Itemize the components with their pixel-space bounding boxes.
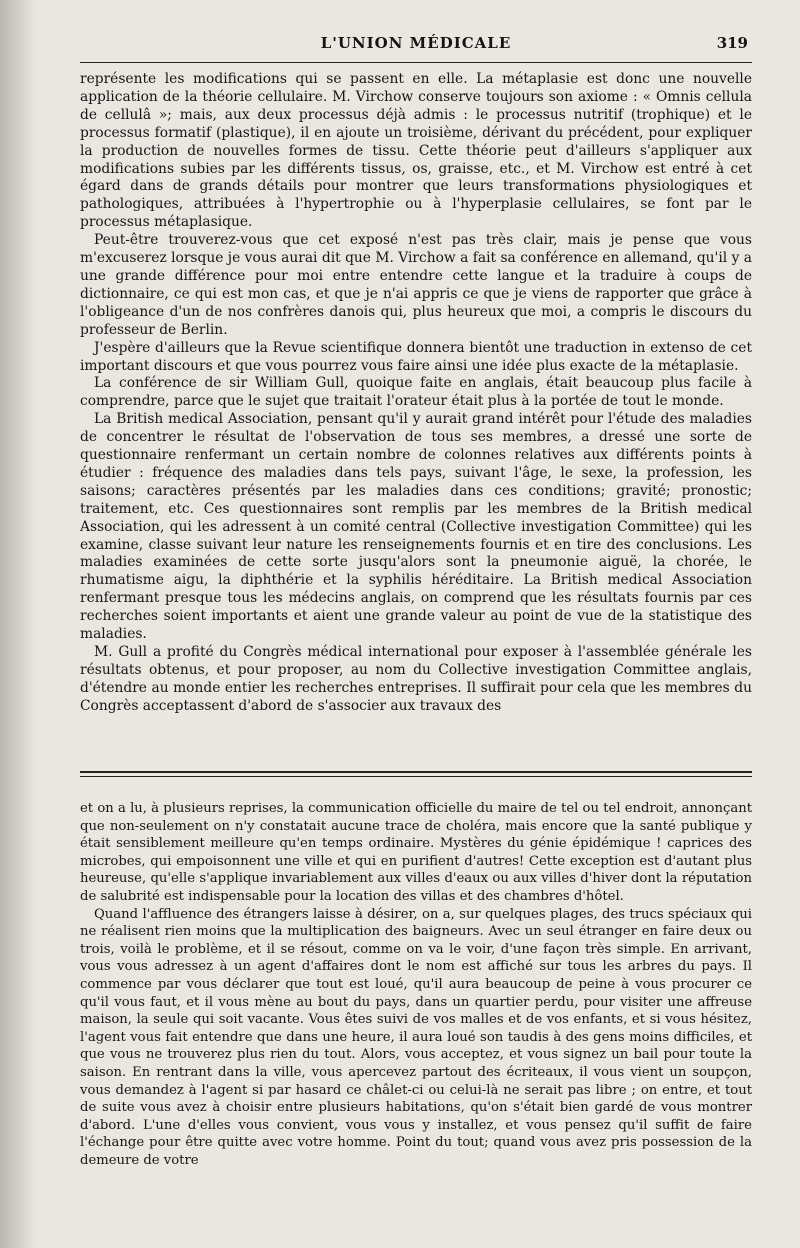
paragraph: et on a lu, à plusieurs reprises, la communication officielle du maire de tel ou tel endroit, annonçant que non-seulement on n'y constatait aucune trace de choléra, mais encore que la santé publique y était sensiblement meilleure qu'en temps ordinaire. Mystères du génie épidémique ! caprices des microbes, qui empoisonnent une ville et qui en purifient d'autres! Cette exception est d'autant plus heureuse, qu'elle s'applique invariablement aux villes d'eaux ou aux villes d'hiver dont la réputation de salubrité est indispensable pour la location des villas et des chambres d'hôtel. — [80, 801, 752, 904]
paragraph: La British medical Association, pensant qu'il y aurait grand intérêt pour l'étude des maladies de concentrer le résultat de l'observation de tous ses membres, a dressé une sorte de questionnaire renfermant un certain nombre de colonnes relatives aux différents points à étudier : fréquence des maladies dans tels pays, suivant l'âge, le sexe, la profession, les saisons; caractères présentés par les maladies dans ces conditions; gravité; pronostic; traitement, etc. Ces questionnaires sont remplis par les membres de la British medical Association, qui les adressent à un comité central (Collective investigation Committee) qui les examine, classe suivant leur nature les renseignements fournis et en tire des conclusions. Les maladies examinées de cette sorte jusqu'alors sont la pneumonie aiguë, la chorée, le rhumatisme aigu, la diphthérie et la syphilis héréditaire. La British medical Association renfermant presque tous les médecins anglais, on comprend que les résultats fournis par ces recherches soient importants et aient une grande valeur au point de vue de la statistique des maladies. — [80, 411, 752, 643]
paragraph: La conférence de sir William Gull, quoique faite en anglais, était beaucoup plus facile à comprendre, parce que le sujet que traitait l'orateur était plus à la portée de tout le monde. — [80, 375, 752, 410]
feuilleton-text — [80, 800, 752, 1169]
running-header — [80, 34, 752, 56]
header-rule — [80, 62, 752, 63]
feuilleton-separator — [80, 771, 752, 777]
paragraph: Peut-être trouverez-vous que cet exposé n'est pas très clair, mais je pense que vous m'excuserez lorsque je vous aurai dit que M. Virchow a fait sa conférence en allemand, qu'il y a une grande différence pour moi entre entendre cette langue et la traduire à coups de dictionnaire, ce qui est mon cas, et que je n'ai appris ce que je viens de rapporter que grâce à l'obligeance d'un de nos confrères danois qui, plus heureux que moi, a compris le discours du professeur de Berlin. — [80, 232, 752, 338]
paragraph: représente les modifications qui se passent en elle. La métaplasie est donc une nouvelle application de la théorie cellulaire. M. Virchow conserve toujours son axiome : « Omnis cellula de cellulâ »; mais, aux deux processus déjà admis : le processus nutritif (trophique) et le processus formatif (plastique), il en ajoute un troisième, dérivant du précédent, pour expliquer la production de nouvelles formes de tissu. Cette théorie peut d'ailleurs s'appliquer aux modifications subies par les différents tissus, os, graisse, etc., et M. Virchow est entré à cet égard dans de grands détails pour montrer que leurs transformations physiologiques et pathologiques, attribuées à l'hypertrophie ou à l'hyperplasie cellulaires, se font par le processus métaplasique. — [80, 71, 752, 231]
paragraph: J'espère d'ailleurs que la Revue scientifique donnera bientôt une traduction in extenso de cet important discours et que vous pourrez vous faire ainsi une idée plus exacte de la métaplasie. — [80, 339, 752, 374]
paragraph: M. Gull a profité du Congrès médical international pour exposer à l'assemblée générale les résultats obtenus, et pour proposer, au nom du Collective investigation Committee anglais, d'étendre au monde entier les recherches entreprises. Il suffirait pour cela que les membres du Congrès acceptassent d'abord de s'associer aux travaux des — [80, 644, 752, 714]
main-article-text — [80, 71, 752, 716]
page-number: 319 — [716, 34, 748, 52]
journal-title: L'UNION MÉDICALE — [320, 34, 512, 52]
paragraph: Quand l'affluence des étrangers laisse à désirer, on a, sur quelques plages, des trucs spéciaux qui ne réalisent rien moins que la multiplication des baigneurs. Avec un seul étranger en faire deux ou trois, voilà le problème, et il se résout, comme on va le voir, d'une façon très simple. En arrivant, vous vous adressez à un agent d'affaires dont le nom est affiché sur tous les arbres du pays. Il commence par vous déclarer que tout est loué, qu'il aura beaucoup de peine à vous procurer ce qu'il vous faut, et il vous mène au bout du pays, dans un quartier perdu, pour visiter une affreuse maison, la seule qui soit vacante. Vous êtes suivi de vos malles et de vos enfants, et si vous hésitez, l'agent vous fait entendre que dans une heure, il aura loué son taudis à des gens moins difficiles, et que vous ne trouverez plus rien du tout. Alors, vous acceptez, et vous signez un bail pour toute la saison. En rentrant dans la ville, vous apercevez partout des écriteaux, il vous vient un soupçon, vous demandez à l'agent si par hasard ce châlet-ci ou celui-là ne serait pas libre ; on entre, et tout de suite vous avez à choisir entre plusieurs habitations, qu'on s'était bien gardé de vous montrer d'abord. L'une d'elles vous convient, vous vous y installez, et vous pensez qu'il suffit de faire l'échange pour être quitte avec votre homme. Point du tout; quand vous avez pris possession de la demeure de votre — [80, 906, 752, 1168]
